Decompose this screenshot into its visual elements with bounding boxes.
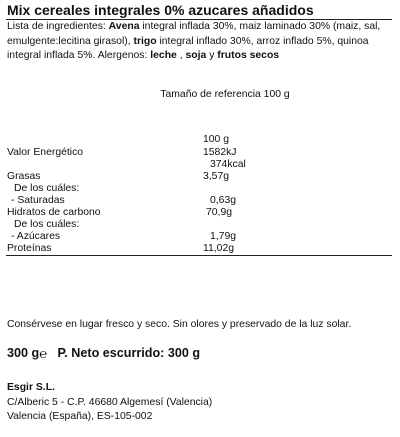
ingredients-intro: Lista de ingredientes: — [7, 21, 109, 32]
nutrition-value-saturated: 0,63g — [210, 195, 237, 206]
nutrition-value-carbs: 70,9g — [206, 207, 233, 218]
company-registration: Valencia (España), ES-105-002 — [7, 411, 153, 422]
product-title: Mix cereales integrales 0% azucares añadidos — [7, 2, 314, 18]
net-weight-line — [7, 345, 200, 360]
nutrition-label-sugars: - Azúcares — [11, 231, 61, 242]
company-name: Esgir S.L. — [7, 382, 55, 393]
nutrition-label-saturated: - Saturadas — [11, 195, 65, 206]
nutrition-value-energy-kj: 1582kJ — [203, 147, 237, 158]
nutrition-label-carbs: Hidratos de carbono — [7, 207, 101, 218]
nutrition-value-fat: 3,57g — [203, 171, 230, 182]
nutrition-value-protein: 11,02g — [203, 243, 235, 254]
nutrition-value-sugars: 1,79g — [210, 231, 237, 242]
reference-size: Tamaño de referencia 100 g — [160, 89, 290, 100]
nutrition-table-bottom-divider — [6, 255, 392, 256]
estimated-sign-icon: ℮ — [39, 346, 48, 361]
drained-weight: P. Neto escurrido: 300 g — [57, 346, 201, 360]
nutrition-unit-header: 100 g — [203, 134, 230, 145]
nutrition-label-of-which-fat: De los cuáles: — [14, 183, 80, 194]
nutrition-label-fat: Grasas — [7, 171, 41, 182]
allergen-leche: leche — [150, 50, 177, 61]
nutrition-label-of-which-carbs: De los cuáles: — [14, 219, 80, 230]
company-info — [7, 381, 212, 425]
ingredients-list — [7, 20, 399, 64]
ingredient-avena: Avena — [108, 21, 140, 32]
allergen-separator-2: y — [206, 50, 218, 61]
nutrition-label-protein: Proteínas — [7, 243, 52, 254]
ingredients-text-3: integral inflado 30%, arroz inflado 5%, quinoa integral inflada 5%. Alergenos: — [7, 35, 369, 61]
net-weight: 300 g — [7, 346, 40, 360]
nutrition-label-energy: Valor Energético — [7, 147, 84, 158]
ingredients-text-2: integral inflada 30%, maiz laminado 30% (maiz, sal, emulgente:lecitina girasol), — [7, 21, 381, 47]
ingredient-trigo: trigo — [133, 35, 157, 47]
allergen-frutos-secos: frutos secos — [217, 50, 280, 61]
storage-instructions: Consérvese en lugar fresco y seco. Sin olores y preservado de la luz solar. — [7, 319, 352, 330]
allergen-separator-1: , — [176, 50, 186, 61]
nutrition-value-energy-kcal: 374kcal — [210, 159, 246, 170]
company-address: C/Alberic 5 - C.P. 46680 Algemesí (Valencia) — [7, 396, 213, 408]
allergen-soja: soja — [185, 50, 207, 61]
